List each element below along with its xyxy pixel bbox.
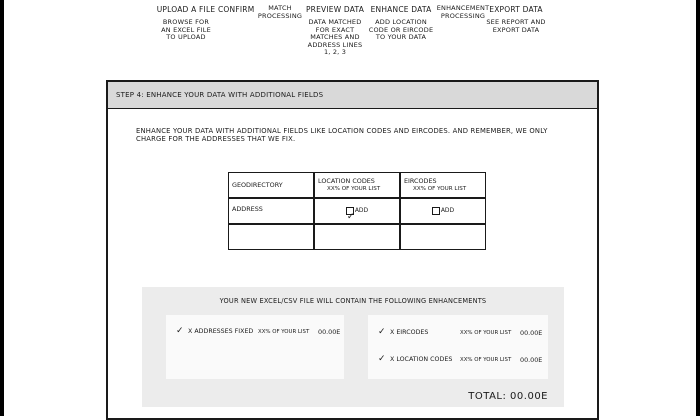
step-upload-file[interactable] (155, 5, 217, 42)
table-cell-empty (228, 224, 314, 250)
column-sublabel: XX% OF YOUR LIST (413, 186, 467, 192)
enhancement-amount: 00.00E (520, 356, 543, 364)
enhancement-percentage: XX% OF YOUR LIST (460, 357, 512, 363)
step-enhance-data[interactable] (368, 5, 434, 42)
column-sublabel: XX% OF YOUR LIST (327, 186, 381, 192)
table-cell-geodirectory (228, 198, 314, 224)
check-icon: ✓ (378, 327, 386, 337)
step-description: ADD LOCATION CODE OR EIRCODE TO YOUR DATA (368, 18, 434, 41)
step-title: PREVIEW DATA (305, 5, 365, 14)
wizard-steps (0, 0, 700, 70)
table-cell-empty (314, 224, 400, 250)
column-label: EIRCODES (404, 177, 437, 185)
step-title: ENHANCEMENT PROCESSING (436, 4, 490, 20)
enhancement-label: X ADDRESSES FIXED (188, 328, 254, 335)
enhancements-left-card (166, 315, 344, 379)
table-header-geodirectory (228, 172, 314, 213)
enhancement-percentage: XX% OF YOUR LIST (258, 329, 310, 335)
step-export-data[interactable] (486, 5, 546, 34)
step-title: CONFIRM (218, 5, 255, 14)
step-title: UPLOAD A FILE (156, 5, 216, 14)
table-cell-eircodes-add (400, 198, 486, 224)
enhancement-label: X EIRCODES (390, 329, 429, 336)
checkbox-label: ADD (440, 207, 455, 214)
step-enhancement-processing[interactable] (436, 5, 490, 20)
total-price: TOTAL: 00.00E (468, 391, 548, 402)
enhancement-amount: 00.00E (520, 329, 543, 337)
step-description: BROWSE FOR AN EXCEL FILE TO UPLOAD (161, 18, 211, 41)
table-cell-location-codes-add (314, 198, 400, 224)
enhancement-label: X LOCATION CODES (390, 356, 453, 363)
intro-text: ENHANCE YOUR DATA WITH ADDITIONAL FIELDS LIKE LOCATION CODES AND EIRCODES. AND REMEMBER, WE ONLY CHARGE FOR THE ADDRESSES THAT WE FIX. (136, 127, 548, 143)
add-location-codes-checkbox[interactable] (346, 207, 368, 215)
enhancement-percentage: XX% OF YOUR LIST (460, 330, 512, 336)
step-title: MATCH PROCESSING (257, 4, 303, 20)
step-title: ENHANCE DATA (370, 5, 432, 14)
table-header-eircodes (400, 172, 486, 198)
check-icon: ✓ (176, 326, 184, 336)
step-description: DATA MATCHED FOR EXACT MATCHES AND ADDRESS LINES 1, 2, 3 (307, 18, 363, 56)
table-cell-empty (400, 224, 486, 250)
checkbox-unchecked-icon (432, 207, 440, 215)
enhancements-summary (142, 287, 564, 407)
table-header-location-codes (314, 172, 400, 198)
panel-header: STEP 4: ENHANCE YOUR DATA WITH ADDITIONAL FIELDS (108, 82, 597, 109)
enhancements-right-card (368, 315, 548, 379)
step-preview-data[interactable] (303, 5, 367, 57)
checkbox-checked-icon (346, 207, 354, 215)
column-label: LOCATION CODES (318, 177, 375, 185)
enhancement-amount: 00.00E (318, 328, 341, 336)
check-icon: ✓ (378, 354, 386, 364)
step-match-processing[interactable] (256, 5, 304, 20)
step-description: SEE REPORT AND EXPORT DATA (486, 18, 546, 34)
step-title: EXPORT DATA (489, 5, 543, 14)
add-eircodes-checkbox[interactable] (432, 207, 454, 215)
enhance-data-panel (106, 80, 599, 420)
checkbox-label: ADD (354, 207, 369, 214)
step-confirm[interactable] (218, 5, 254, 14)
enhancements-title: YOUR NEW EXCEL/CSV FILE WILL CONTAIN THE FOLLOWING ENHANCEMENTS (219, 297, 487, 305)
column-label: GEODIRECTORY ADDRESS (232, 181, 283, 213)
